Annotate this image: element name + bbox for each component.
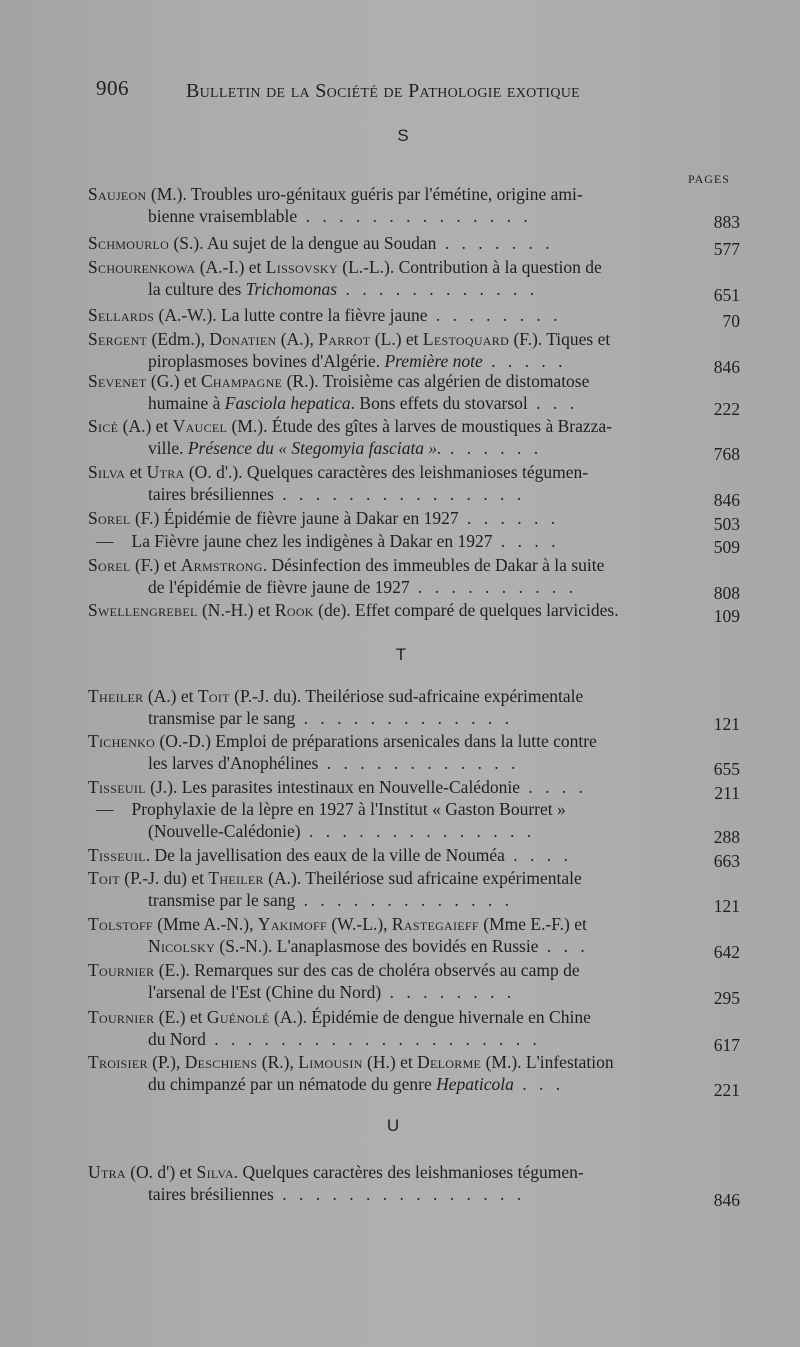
page-reference: 70 <box>722 311 740 331</box>
page-reference: 577 <box>713 239 740 259</box>
entry-text: (O. d'.). Quelques caractères des leishmanioses tégumen- <box>184 462 589 482</box>
leader-dots: . . . . . . . . <box>381 981 516 1002</box>
author-name: Rastegaieff <box>391 914 479 934</box>
author-name: Sellards <box>88 305 155 325</box>
entry-text: (E.) et <box>154 1007 207 1027</box>
author-name: Guénolé <box>206 1007 270 1027</box>
index-entry <box>88 799 740 847</box>
entry-text: (R.), <box>257 1052 299 1072</box>
page-reference: 846 <box>713 489 740 510</box>
author-name: Lissovsky <box>265 257 338 277</box>
author-name: Tichenko <box>88 731 156 751</box>
entry-text: l'arsenal de l'Est (Chine du Nord) <box>148 981 382 1002</box>
author-name: Deschiens <box>184 1052 258 1072</box>
entry-text: (L.-L.). Contribution à la question de <box>337 257 602 277</box>
entry-text: (R.). Troisième cas algérien de distomatose <box>282 371 590 391</box>
entry-text: (J.). Les parasites intestinaux en Nouvelle-Calédonie <box>145 777 520 797</box>
taxon-name: Trichomonas <box>245 278 338 299</box>
entry-text: (A.) et <box>118 416 173 436</box>
taxon-name: Hepaticola <box>436 1073 514 1094</box>
section-heading-s: S <box>397 126 409 145</box>
entry-text: (Edm.), <box>147 329 210 349</box>
entry-text: (P.-J. du). Theilériose sud-africaine expérimentale <box>229 686 584 706</box>
entry-text: taires brésiliennes <box>148 1183 274 1204</box>
entry-text: (P.), <box>147 1052 185 1072</box>
author-name: Troisier <box>88 1052 148 1072</box>
entry-text: Prophylaxie de la lèpre en 1927 à l'Institut « Gaston Bourret » <box>131 799 566 819</box>
entry-text: (F.) et <box>130 555 181 575</box>
entry-text: taires brésiliennes <box>148 483 274 504</box>
page-reference: 109 <box>713 606 740 626</box>
entry-text: transmise par le sang <box>148 707 296 728</box>
index-entry <box>88 305 740 331</box>
page-reference: 655 <box>713 758 740 779</box>
author-name: Tisseuil <box>88 777 146 797</box>
index-entry <box>88 531 740 557</box>
index-entry <box>88 233 740 259</box>
index-entry <box>88 1052 740 1100</box>
page-reference: 768 <box>713 443 740 464</box>
page-number: 906 <box>96 76 129 100</box>
index-entry <box>88 416 740 464</box>
page-reference: 503 <box>713 514 740 534</box>
index-entry <box>88 731 740 779</box>
author-name: Theiler <box>88 686 144 706</box>
leader-dots: . . . . . . . . <box>427 305 562 325</box>
leader-dots: . . . . . <box>482 350 567 371</box>
entry-text: (A.-W.). La lutte contre la fièvre jaune <box>154 305 428 325</box>
entry-text: du Nord <box>148 1028 206 1049</box>
author-name: Saujeon <box>88 184 147 204</box>
author-name: Tournier <box>88 960 155 980</box>
page-reference: 663 <box>713 851 740 871</box>
author-name: Sevenet <box>88 371 147 391</box>
index-entry <box>88 184 740 232</box>
leader-dots: . . . . <box>519 777 587 797</box>
entry-text: bienne vraisemblable <box>148 205 298 226</box>
entry-text: (A.) et <box>143 686 198 706</box>
leader-dots: . . . . <box>504 845 572 865</box>
author-name: Champagne <box>200 371 283 391</box>
entry-text: La Fièvre jaune chez les indigènes à Dakar en 1927 <box>131 531 493 551</box>
index-entry <box>88 462 740 510</box>
entry-text: (Mme E.-F.) et <box>478 914 587 934</box>
leader-dots: . . . . . . . . . . . . . . . <box>273 1183 526 1204</box>
ditto-dash: — <box>96 531 114 551</box>
page-reference: 846 <box>713 1189 740 1210</box>
index-entry <box>88 845 740 871</box>
index-entry <box>88 600 740 626</box>
page-reference: 808 <box>713 582 740 603</box>
author-name: Tisseuil <box>88 845 146 865</box>
leader-dots: . . . . . . . . . . . . . . <box>300 820 536 841</box>
entry-text: du chimpanzé par un nématode du genre <box>148 1073 437 1094</box>
page-reference: 651 <box>713 284 740 305</box>
author-name: Tolstoff <box>88 914 153 934</box>
entry-text: piroplasmoses bovines d'Algérie. <box>148 350 385 371</box>
author-name: Armstrong <box>180 555 263 575</box>
author-name: Schmourlo <box>88 233 170 253</box>
section-heading-t: T <box>395 645 407 664</box>
leader-dots: . . . . . . . . . . . . . . <box>297 205 532 226</box>
running-title: Bulletin de la Société de Pathologie exotique <box>186 80 581 102</box>
page-reference: 846 <box>713 356 740 377</box>
author-name: Swellengrebel <box>88 600 198 620</box>
entry-text: (L.) et <box>370 329 423 349</box>
entry-italic: Première note <box>384 350 483 371</box>
index-entry <box>88 777 740 803</box>
entry-text: transmise par le sang <box>148 889 296 910</box>
entry-text: (A.). Theilériose sud africaine expérimentale <box>263 868 582 888</box>
page-reference: 121 <box>713 713 740 734</box>
entry-text: (de). Effet comparé de quelques larvicides. <box>313 600 619 620</box>
author-name: Schourenkowa <box>88 257 196 277</box>
entry-text: (G.) et <box>146 371 201 391</box>
author-name: Utra <box>88 1162 126 1182</box>
entry-text: . Bons effets du stovarsol <box>350 392 528 413</box>
leader-dots: . . . <box>527 392 579 413</box>
leader-dots: . . . <box>513 1073 565 1094</box>
author-name: Silva <box>196 1162 234 1182</box>
entry-text: (A.), <box>276 329 319 349</box>
pages-column-label: PAGES <box>688 172 730 186</box>
page-reference: 288 <box>713 826 740 847</box>
author-name: Delorme <box>417 1052 482 1072</box>
entry-text: (A.-I.) et <box>195 257 266 277</box>
author-name: Sorel <box>88 555 131 575</box>
leader-dots: . . . . . . <box>458 508 560 528</box>
entry-text: (O. d') et <box>125 1162 197 1182</box>
page-reference: 211 <box>714 783 740 803</box>
entry-text: (W.-L.), <box>326 914 392 934</box>
entry-text: (S.-N.). L'anaplasmose des bovidés en Russie <box>215 935 539 956</box>
page-reference: 222 <box>713 398 740 419</box>
leader-dots: . . . . . . <box>441 437 543 458</box>
entry-text: (Nouvelle-Calédonie) <box>148 820 301 841</box>
page-reference: 642 <box>713 941 740 962</box>
entry-text: (S.). Au sujet de la dengue au Soudan <box>169 233 437 253</box>
entry-text: . De la javellisation des eaux de la ville de Nouméa <box>145 845 505 865</box>
leader-dots: . . . . <box>492 531 560 551</box>
entry-text: (E.). Remarques sur des cas de choléra observés au camp de <box>154 960 580 980</box>
author-name: Rook <box>274 600 314 620</box>
page-reference: 121 <box>713 895 740 916</box>
taxon-name: Fasciola hepatica <box>224 392 351 413</box>
entry-text: les larves d'Anophélines <box>148 752 319 773</box>
entry-text: (F.) Épidémie de fièvre jaune à Dakar en 1927 <box>130 508 459 528</box>
author-name: Theiler <box>208 868 264 888</box>
entry-text: . Quelques caractères des leishmanioses tégumen- <box>233 1162 584 1182</box>
index-entry <box>88 257 740 305</box>
ditto-dash: — <box>96 799 114 819</box>
section-heading-u: U <box>386 1116 400 1135</box>
entry-italic: Présence du « Stegomyia fasciata ». <box>187 437 442 458</box>
author-name: Sicé <box>88 416 119 436</box>
entry-text: de l'épidémie de fièvre jaune de 1927 <box>148 576 410 597</box>
entry-text: (A.). Épidémie de dengue hivernale en Chine <box>269 1007 591 1027</box>
author-name: Nicolsky <box>148 935 216 956</box>
author-name: Sorel <box>88 508 131 528</box>
leader-dots: . . . . . . . . . . . . <box>337 278 539 299</box>
page-header <box>96 72 656 108</box>
page-reference: 221 <box>713 1079 740 1100</box>
index-entry <box>88 686 740 734</box>
entry-text: ville. <box>148 437 188 458</box>
leader-dots: . . . . . . . <box>436 233 554 253</box>
index-entry <box>88 868 740 916</box>
index-entry <box>88 371 740 419</box>
index-entry <box>88 1007 740 1055</box>
author-name: Toit <box>88 868 120 888</box>
author-name: Toit <box>197 686 230 706</box>
leader-dots: . . . . . . . . . . . . . <box>295 707 513 728</box>
leader-dots: . . . <box>538 935 589 956</box>
author-name: Tournier <box>88 1007 155 1027</box>
entry-text: (M.). Troubles uro-génitaux guéris par l'émétine, origine ami- <box>146 184 583 204</box>
author-name: Parrot <box>318 329 371 349</box>
author-name: Yakimoff <box>257 914 327 934</box>
index-entry <box>88 960 740 1008</box>
entry-text: (N.-H.) et <box>197 600 275 620</box>
leader-dots: . . . . . . . . . . . . . . . <box>273 483 526 504</box>
entry-text: . Désinfection des immeubles de Dakar à la suite <box>262 555 605 575</box>
author-name: Utra <box>146 462 185 482</box>
author-name: Silva <box>88 462 126 482</box>
entry-text: (Mme A.-N.), <box>152 914 258 934</box>
index-entry <box>88 914 740 962</box>
author-name: Limousin <box>298 1052 363 1072</box>
author-name: Lestoquard <box>422 329 510 349</box>
page-reference: 509 <box>713 537 740 557</box>
entry-text: (F.). Tiques et <box>509 329 611 349</box>
leader-dots: . . . . . . . . . . <box>409 576 578 597</box>
entry-text: (P.-J. du) et <box>119 868 209 888</box>
leader-dots: . . . . . . . . . . . . <box>318 752 520 773</box>
page-reference: 295 <box>713 987 740 1008</box>
index-entry <box>88 329 740 377</box>
index-entry <box>88 1162 740 1210</box>
author-name: Sergent <box>88 329 148 349</box>
entry-text: et <box>125 462 147 482</box>
author-name: Vaucel <box>172 416 228 436</box>
leader-dots: . . . . . . . . . . . . . . . . . . . . <box>205 1028 541 1049</box>
entry-text: (O.-D.) Emploi de préparations arsenicales dans la lutte contre <box>155 731 597 751</box>
entry-text: (H.) et <box>362 1052 418 1072</box>
index-entry <box>88 555 740 603</box>
entry-text: (M.). L'infestation <box>481 1052 614 1072</box>
author-name: Donatien <box>209 329 277 349</box>
entry-text: la culture des <box>148 278 246 299</box>
leader-dots: . . . . . . . . . . . . . <box>295 889 513 910</box>
page-reference: 883 <box>713 211 740 232</box>
index-entry <box>88 508 740 534</box>
entry-text: (M.). Étude des gîtes à larves de moustiques à Brazza- <box>227 416 613 436</box>
page-reference: 617 <box>713 1034 740 1055</box>
entry-text: humaine à <box>148 392 225 413</box>
